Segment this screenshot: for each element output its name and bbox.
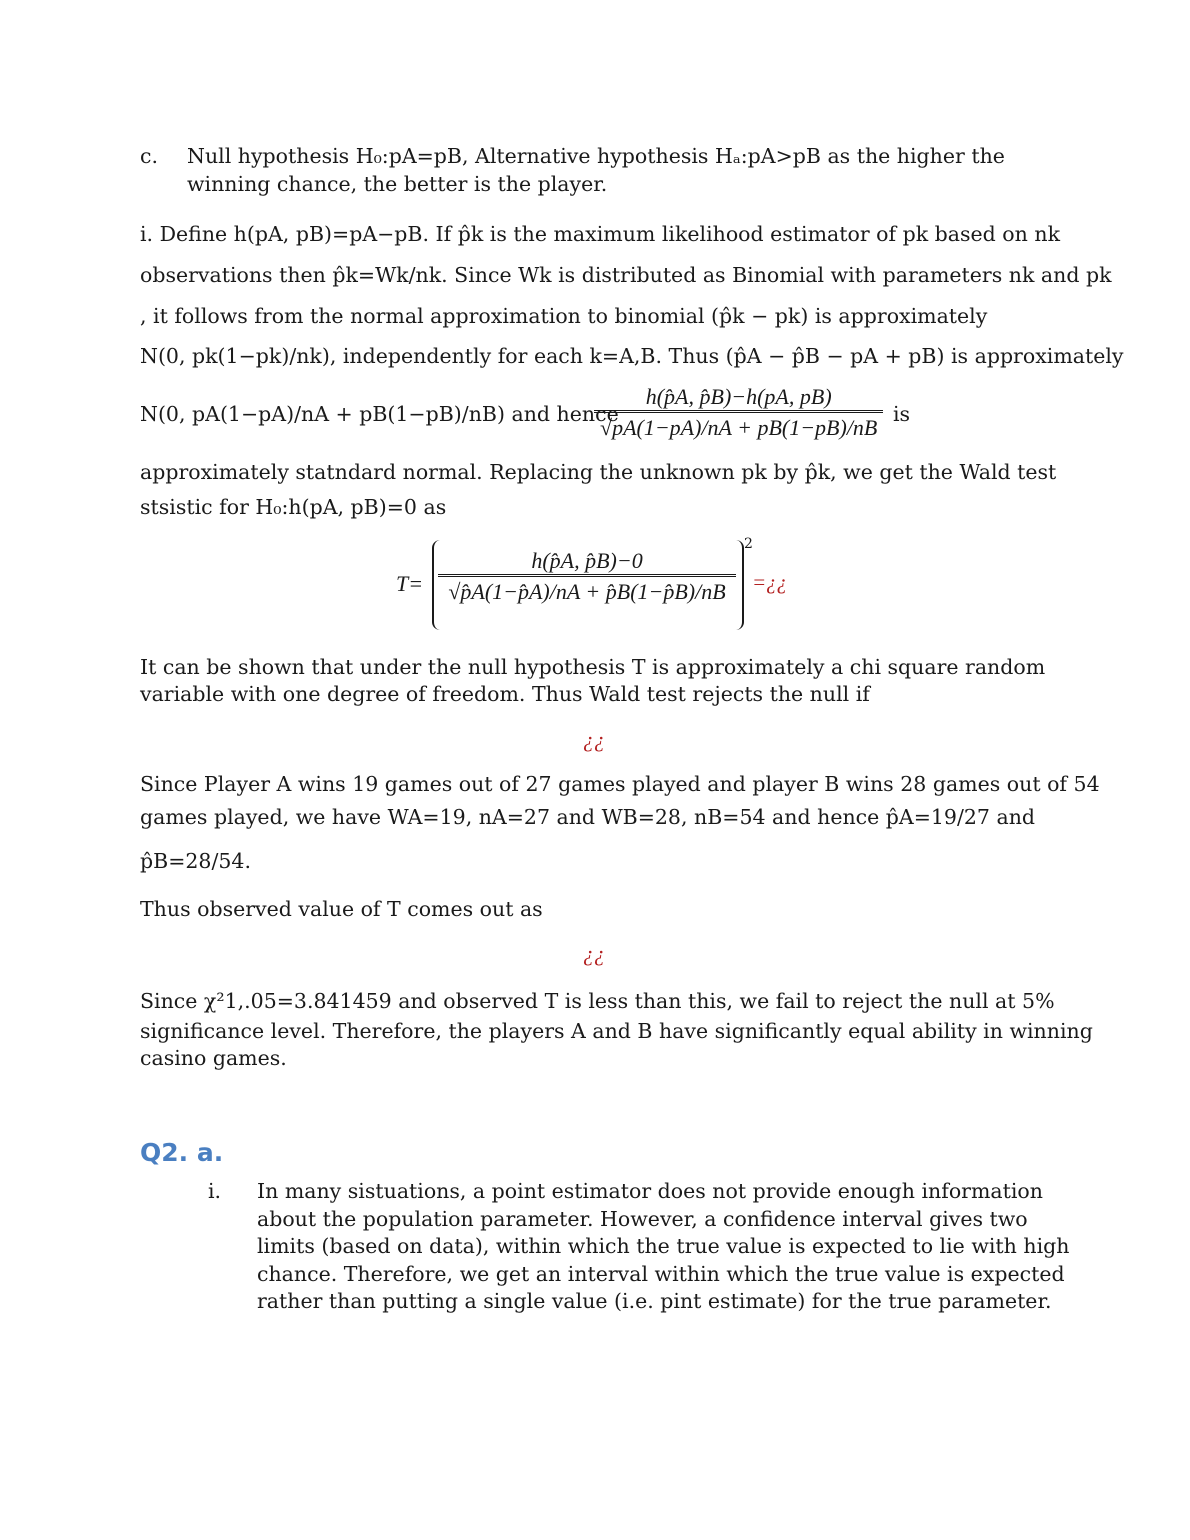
q2-item-label: i. [208, 1179, 222, 1203]
rejection-rule-placeholder: ¿¿ [583, 727, 605, 752]
q2-line-2: about the population parameter. However, a confidence interval gives two [257, 1207, 1028, 1231]
part-i-line-5-left: N(0, pA(1−pA)/nA + pB(1−pB)/nB) and hence [140, 402, 619, 426]
wald-rhs: =¿¿ [752, 570, 788, 594]
part-c-label: c. [140, 144, 158, 168]
wald-power: 2 [744, 536, 753, 552]
q2-heading: Q2. a. [140, 1138, 224, 1167]
wald-fraction [438, 548, 736, 605]
data-para-line-1: Since Player A wins 19 games out of 27 games played and player B wins 28 games out of 54 [140, 772, 1100, 796]
part-i-line-6: approximately statndard normal. Replacing the unknown pk by p̂k, we get the Wald test [140, 460, 1057, 484]
fraction-denominator: √pA(1−pA)/nA + pB(1−pB)/nB [594, 410, 883, 441]
chi-para-line-2: variable with one degree of freedom. Thus Wald test rejects the null if [140, 682, 870, 706]
conclusion-line-3: casino games. [140, 1046, 287, 1070]
part-i-line-7: stsistic for H₀:h(pA, pB)=0 as [140, 495, 447, 519]
part-i-line-4: N(0, pk(1−pk)/nk), independently for each k=A,B. Thus (p̂A − p̂B − pA + pB) is approximately [140, 344, 1124, 368]
conclusion-line-1: Since χ²1,.05=3.841459 and observed T is less than this, we fail to reject the null at 5% [140, 989, 1055, 1013]
observed-para-line-1: Thus observed value of T comes out as [140, 897, 543, 921]
wald-denominator: √p̂A(1−p̂A)/nA + p̂B(1−p̂B)/nB [438, 574, 736, 605]
q2-line-5: rather than putting a single value (i.e. pint estimate) for the true parameter. [257, 1289, 1052, 1313]
data-para-line-3: p̂B=28/54. [140, 849, 251, 873]
standardized-fraction [594, 384, 883, 441]
part-i-line-3: , it follows from the normal approximation to binomial (p̂k − pk) is approximately [140, 304, 988, 328]
chi-para-line-1: It can be shown that under the null hypothesis T is approximately a chi square random [140, 655, 1046, 679]
q2-line-1: In many sistuations, a point estimator does not provide enough information [257, 1179, 1043, 1203]
part-c-line-2: winning chance, the better is the player. [187, 172, 608, 196]
conclusion-line-2: significance level. Therefore, the players A and B have significantly equal ability in winning [140, 1019, 1093, 1043]
part-i-line-5-right: is [893, 402, 911, 426]
part-i-line-2: observations then p̂k=Wk/nk. Since Wk is distributed as Binomial with parameters nk and pk [140, 263, 1112, 287]
fraction-numerator: h(p̂A, p̂B)−h(pA, pB) [645, 384, 832, 409]
wald-numerator: h(p̂A, p̂B)−0 [531, 548, 643, 573]
q2-line-3: limits (based on data), within which the true value is expected to lie with high [257, 1234, 1070, 1258]
q2-line-4: chance. Therefore, we get an interval within which the true value is expected [257, 1262, 1065, 1286]
data-para-line-2: games played, we have WA=19, nA=27 and WB=28, nB=54 and hence p̂A=19/27 and [140, 805, 1036, 829]
part-c-line-1: Null hypothesis H₀:pA=pB, Alternative hypothesis Hₐ:pA>pB as the higher the [187, 144, 1005, 168]
wald-lhs: T= [396, 571, 424, 596]
part-i-line-1: i. Define h(pA, pB)=pA−pB. If p̂k is the maximum likelihood estimator of pk based on nk [140, 222, 1060, 246]
observed-value-placeholder: ¿¿ [583, 941, 605, 966]
